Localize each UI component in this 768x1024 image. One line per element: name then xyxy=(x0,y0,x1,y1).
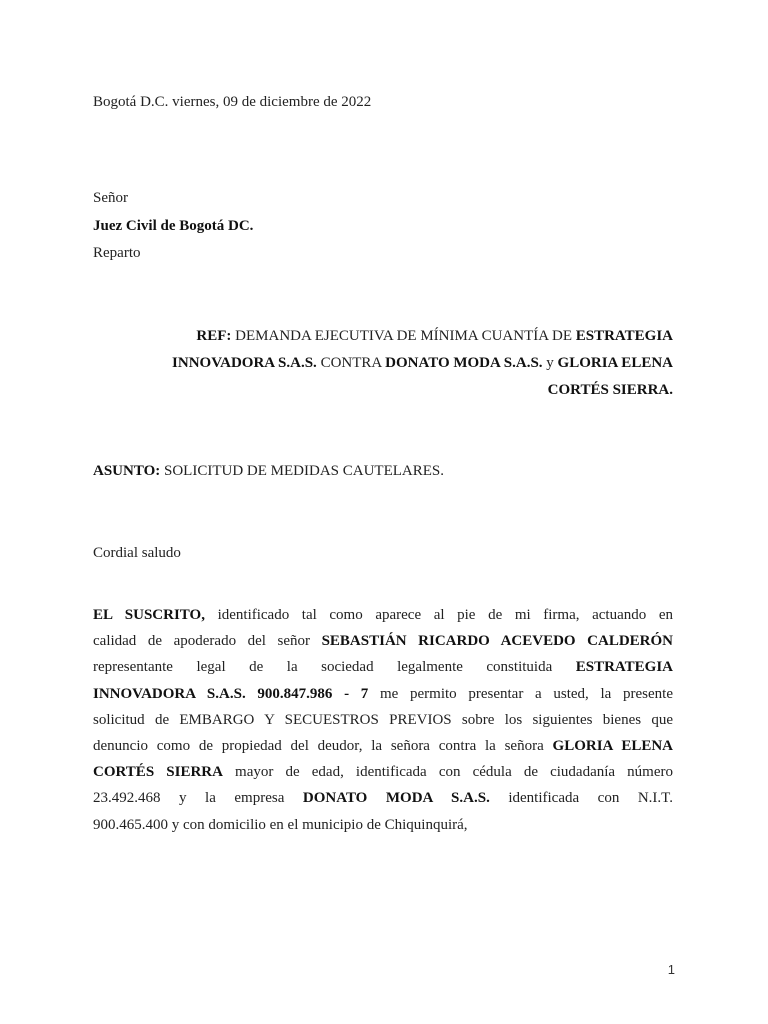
reference-line-2: INNOVADORA S.A.S. CONTRA DONATO MODA S.A.S. y GLORIA ELENA xyxy=(172,355,673,371)
page-number: 1 xyxy=(667,962,675,977)
body-line: INNOVADORA S.A.S. 900.847.986 - 7 me permito presentar a usted, la presente xyxy=(93,685,673,702)
reference-label: REF: xyxy=(196,328,232,344)
body-line: solicitud de EMBARGO Y SECUESTROS PREVIOS sobre los siguientes bienes que xyxy=(93,711,673,728)
judge-addressee xyxy=(93,217,253,235)
reference-block xyxy=(100,323,673,404)
subject-line: ASUNTO: SOLICITUD DE MEDIDAS CAUTELARES. xyxy=(93,463,444,479)
date-line: Bogotá D.C. viernes, 09 de diciembre de 2022 xyxy=(93,94,372,110)
reference-line-1: REF: DEMANDA EJECUTIVA DE MÍNIMA CUANTÍA DE ESTRATEGIA xyxy=(196,328,673,344)
body-line: CORTÉS SIERRA mayor de edad, identificada con cédula de ciudadanía número xyxy=(93,764,673,781)
distribution: Reparto xyxy=(93,245,141,261)
judge-name: Juez Civil de Bogotá DC. xyxy=(93,218,254,234)
subject-label: ASUNTO: xyxy=(93,463,161,479)
reference-line-3: CORTÉS SIERRA. xyxy=(547,382,673,398)
body-line: representante legal de la sociedad legalmente constituida ESTRATEGIA xyxy=(93,659,673,676)
body-paragraph xyxy=(93,602,673,838)
body-line: denuncio como de propiedad del deudor, la señora contra la señora GLORIA ELENA xyxy=(93,737,674,754)
body-line: 900.465.400 y con domicilio en el municipio de Chiquinquirá, xyxy=(93,816,468,833)
body-line: EL SUSCRITO, identificado tal como aparece al pie de mi firma, actuando en xyxy=(93,607,673,623)
salutation: Señor xyxy=(93,190,128,206)
greeting: Cordial saludo xyxy=(93,545,181,561)
body-line: 23.492.468 y la empresa DONATO MODA S.A.S. identificada con N.I.T. xyxy=(93,790,673,807)
body-line: calidad de apoderado del señor SEBASTIÁN RICARDO ACEVEDO CALDERÓN xyxy=(93,633,673,650)
